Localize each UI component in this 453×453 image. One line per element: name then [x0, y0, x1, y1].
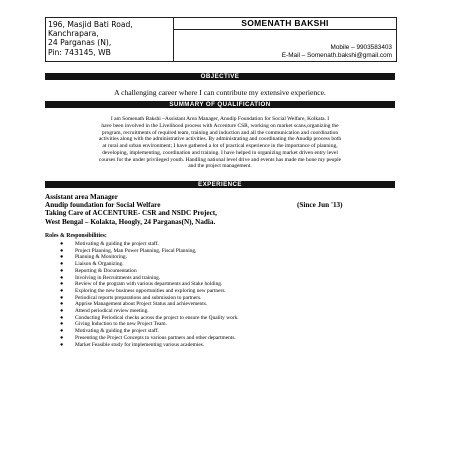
duty-item — [60, 288, 239, 295]
duty-item — [60, 268, 239, 275]
duty-item — [60, 248, 239, 255]
duty-text: Giving Induction to the new Project Team. — [75, 321, 167, 328]
organization-name: Anudip foundation for Social Welfare — [45, 201, 161, 210]
mobile-number: Mobile – 9903583403 — [330, 44, 392, 51]
duty-text: Review of the program with various departments and Stake holding. — [75, 281, 223, 288]
duty-item — [60, 281, 239, 288]
summary-line: have been involved in the Livelihood process with Accenture CSR, working on market scans,organizing the — [101, 122, 339, 129]
bullet-icon: ● — [60, 261, 64, 268]
employment-since: (Since Jun '13) — [297, 201, 343, 210]
address-line: Pin: 743145, WB — [48, 47, 111, 57]
duty-item — [60, 261, 239, 268]
duty-text: Motivating & guiding the project staff. — [75, 241, 159, 247]
roles-heading: Roles & Responsibilities: — [45, 233, 107, 239]
duty-item — [60, 308, 239, 315]
duty-text: Planning & Monitoring. — [75, 254, 127, 261]
summary-heading: SUMMARY OF QUALIFICATION — [45, 101, 395, 108]
summary-line: developing, implementing, coordination and training. I have helped in organizing market driven entry level — [102, 149, 338, 156]
job-title: Assistant area Manager — [45, 193, 118, 201]
bullet-icon: ● — [60, 287, 64, 294]
bullet-icon: ● — [60, 247, 64, 254]
duty-item — [60, 342, 239, 349]
duty-text: Presenting the Project Concepts to various partners and other departments. — [75, 334, 236, 341]
organization-row — [45, 201, 395, 209]
summary-line: activities along with the administrative activities. By administrating and coordinating the Anudip process both — [98, 136, 342, 143]
duty-item — [60, 254, 239, 261]
contact-block — [282, 44, 392, 60]
duty-item — [60, 328, 239, 335]
bullet-icon: ● — [60, 321, 64, 328]
bullet-icon: ● — [60, 341, 64, 348]
header-box — [45, 17, 397, 62]
summary-line: at rural and urban environment; I have gathered a lot of practical experience in the importance of planning, — [102, 143, 338, 149]
objective-text: A challenging career where I can contribute my extensive experience. — [114, 88, 326, 97]
summary-line: courses for the under privileged youth. Handling national level drive and events has made me hone my people — [98, 156, 342, 163]
summary-line: and the project management. — [188, 163, 252, 170]
bullet-icon: ● — [60, 274, 64, 281]
experience-block — [45, 193, 395, 226]
bullet-icon: ● — [60, 267, 64, 274]
project-name: Taking Care of ACCENTURE- CSR and NSDC Project, — [45, 209, 217, 218]
experience-heading: EXPERIENCE — [45, 181, 395, 188]
email-address: E-Mail – Somenath.bakshi@gmail.com — [281, 52, 392, 59]
duty-text: Apprise Management about Project Status and achievements. — [75, 301, 208, 308]
bullet-icon: ● — [60, 308, 64, 315]
duty-text: Attend periodical review meeting. — [75, 308, 149, 315]
duty-text: Reporting & Documentation — [75, 267, 137, 274]
duty-item — [60, 315, 239, 322]
duties-list — [60, 241, 239, 348]
duty-text: Project Planning, Man Power Planning, Fiscal Planning, — [75, 247, 197, 254]
duty-item — [60, 335, 239, 342]
address-block — [48, 20, 171, 57]
bullet-icon: ● — [60, 281, 64, 288]
address-line: Kanchrapara, — [48, 29, 99, 39]
duty-text: Market Feasible study for implementing various academies. — [75, 341, 205, 348]
bullet-icon: ● — [60, 328, 64, 335]
bullet-icon: ● — [60, 241, 64, 247]
bullet-icon: ● — [60, 254, 64, 261]
job-location: West Bengal – Kolakta, Hoogly, 24 Parganas(N), Nadia. — [45, 217, 216, 226]
duty-item — [60, 301, 239, 308]
bullet-icon: ● — [60, 314, 64, 321]
duty-text: Motivating & guiding the project staff. — [75, 328, 159, 335]
bullet-icon: ● — [60, 334, 64, 341]
summary-line: I am Somenath Bakshi –Assistant Area Manager, Anudip Foundation for Social Welfare, Kolkata. I — [110, 116, 330, 122]
bullet-icon: ● — [60, 301, 64, 308]
address-line: 196, Masjid Bati Road, — [48, 20, 133, 29]
duty-text: Conducting Periodical checks across the project to ensure the Quality work. — [75, 314, 239, 321]
duty-text: Liaison & Organizing. — [75, 261, 124, 268]
summary-line: program, recruitments of required team, training and induction and all the communication and coordination — [101, 129, 339, 136]
candidate-name: SOMENATH BAKSHI — [174, 18, 396, 30]
duty-item — [60, 295, 239, 302]
duty-text: Involving in Recruitments and training. — [75, 274, 161, 281]
duty-item — [60, 241, 239, 248]
bullet-icon: ● — [60, 294, 64, 301]
address-line: 24 Parganas (N), — [48, 38, 112, 48]
duty-text: Periodical reports preparations and submission to partners. — [75, 294, 202, 301]
duty-text: Exploring the new business opportunities and exploring new partners. — [75, 287, 226, 294]
summary-text — [45, 116, 395, 170]
objective-heading: OBJECTIVE — [45, 73, 395, 80]
